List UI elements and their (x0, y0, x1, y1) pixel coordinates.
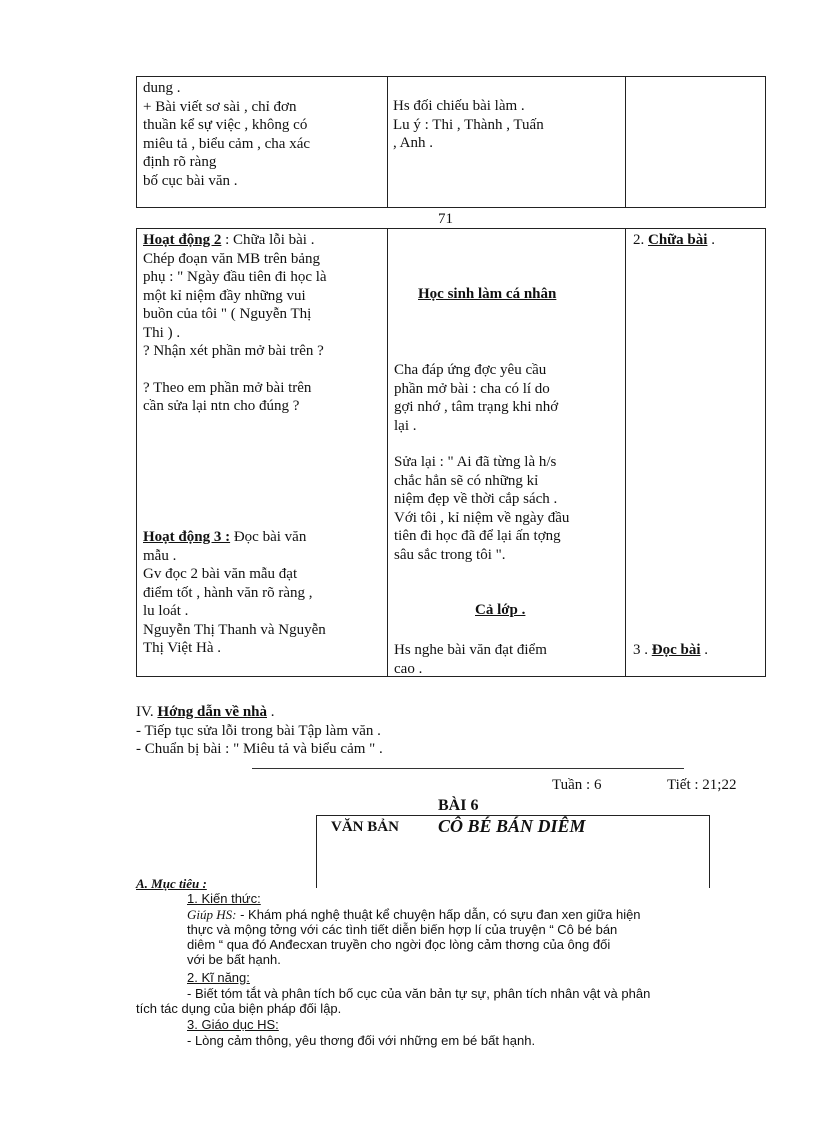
table-top-col2 (393, 97, 621, 153)
knowledge-title: 1. Kiến thức: (187, 891, 261, 906)
activity-3 (143, 528, 385, 547)
skills-line: tích tác dụng của biện pháp đối lập. (136, 1001, 342, 1016)
text-line: ? Theo em phần mở bài trên (143, 379, 312, 396)
text-line: gợi nhớ , tâm trạng khi nhớ (394, 399, 559, 415)
table-main-col1-lower (143, 528, 385, 658)
period-label: Tiết : 21;22 (667, 777, 737, 793)
separator-line (252, 768, 684, 769)
step-3-tail: . (700, 642, 708, 658)
knowledge-line: thực và mộng tởng với các tình tiết diễn biến hợp lí của truyện “ Cô bé bán (187, 922, 618, 937)
heading-individual-work: Học sinh làm cá nhân (418, 286, 557, 302)
text-line: miêu tả , biểu cảm , cha xác (143, 135, 311, 152)
step-3 (633, 641, 708, 660)
activity-3-label: Hoạt động 3 : (143, 529, 231, 545)
step-3-num: 3 . (633, 642, 652, 658)
heading-whole-class: Cả lớp . (475, 602, 526, 618)
table-top-divider-1 (387, 76, 388, 208)
objectives-heading: A. Mục tiêu : (136, 876, 207, 891)
text-line: cần sửa lại ntn cho đúng ? (143, 398, 300, 414)
skills-block (136, 986, 760, 1016)
text-line: + Bài viết sơ sài , chỉ đơn (143, 98, 297, 115)
text-line: Lu ý : Thi , Thành , Tuấn (393, 116, 544, 133)
table-top-divider-2 (625, 76, 626, 208)
step-2-num: 2. (633, 232, 648, 248)
text-line: Với tôi , kỉ niệm về ngày đầu (394, 509, 570, 526)
table-main-col1 (143, 231, 385, 416)
step-2 (633, 231, 715, 250)
knowledge-line: - Khám phá nghệ thuật kể chuyện hấp dẫn, có sựu đan xen giữa hiện (236, 907, 641, 922)
text-line: Nguyễn Thị Thanh và Nguyễn (143, 621, 326, 638)
text-line: Thị Việt Hà . (143, 640, 221, 656)
table-main-col2-a (394, 361, 622, 564)
activity-2 (143, 231, 385, 250)
step-2-tail: . (707, 232, 715, 248)
lesson-type: VĂN BẢN (331, 819, 399, 835)
text-line: dung . (143, 80, 181, 96)
knowledge-intro: Giúp HS: (187, 907, 237, 922)
text-line: sâu sắc trong tôi ". (394, 546, 506, 563)
text-line: bố cục bài văn . (143, 172, 238, 189)
education-block (187, 1033, 757, 1048)
text-line: Hs đối chiếu bài làm . (393, 98, 525, 114)
knowledge-block (136, 907, 760, 967)
text-line: Sửa lại : " Ai đã từng là h/s (394, 454, 557, 470)
text-line: , Anh . (393, 135, 434, 151)
education-title: 3. Giáo dục HS: (187, 1017, 279, 1032)
page-number: 71 (438, 211, 453, 227)
text-line: Gv đọc 2 bài văn mẫu đạt (143, 566, 298, 582)
activity-2-label: Hoạt động 2 (143, 232, 222, 248)
homework-line: - Tiếp tục sửa lỗi trong bài Tập làm văn . (136, 722, 381, 739)
activity-3-text: Đọc bài văn (230, 529, 307, 545)
table-main-col2-c (394, 641, 622, 678)
text-line: điểm tốt , hành văn rõ ràng , (143, 584, 313, 601)
text-line: định rõ ràng (143, 154, 217, 170)
text-line: Cha đáp ứng đợc yêu cầu (394, 362, 547, 378)
homework-section (136, 703, 736, 759)
text-line: tiên đi học đã để lại ấn tợng (394, 528, 561, 544)
text-line: Chép đoạn văn MB trên bảng (143, 250, 321, 267)
skills-title: 2. Kĩ năng: (187, 970, 250, 985)
text-line: buồn của tôi " ( Nguyễn Thị (143, 306, 312, 322)
table-main-divider-1 (387, 228, 388, 677)
lesson-number: BÀI 6 (438, 797, 479, 814)
step-2-label: Chữa bài (648, 232, 708, 248)
text-line: lại . (394, 417, 417, 434)
lesson-title: CÔ BÉ BÁN DIÊM (438, 816, 586, 836)
homework-line: - Chuẩn bị bài : " Miêu tả và biểu cảm " . (136, 741, 383, 757)
text-line: Thi ) . (143, 324, 181, 341)
homework-num: IV. (136, 704, 158, 720)
text-line: Hs nghe bài văn đạt điểm (394, 642, 547, 658)
homework-heading (136, 703, 736, 722)
knowledge-line: với be bất hạnh. (187, 952, 281, 967)
table-top-col1 (143, 79, 383, 190)
text-line: cao . (394, 660, 423, 677)
knowledge-line: diêm “ qua đó Anđecxan truyền cho ngời đọc lòng cảm thơng của ông đối (187, 937, 611, 952)
activity-2-text: : Chữa lỗi bài . (221, 232, 315, 248)
homework-title: Hớng dẫn về nhà (157, 704, 267, 720)
education-line: - Lòng cảm thông, yêu thơng đối với những em bé bất hạnh. (187, 1033, 536, 1048)
text-line: thuần kể sự việc , không có (143, 117, 308, 133)
step-3-label: Đọc bài (651, 642, 701, 658)
text-line: mẫu . (143, 547, 177, 564)
text-line: niệm đẹp về thời cắp sách . (394, 491, 558, 507)
text-line: chắc hẳn sẽ có những kỉ (394, 472, 539, 489)
text-line: ? Nhận xét phần mở bài trên ? (143, 343, 324, 359)
table-main-divider-2 (625, 228, 626, 677)
text-line: phần mở bài : cha có lí do (394, 380, 550, 397)
week-label: Tuần : 6 (552, 777, 602, 793)
homework-tail: . (267, 704, 275, 720)
text-line: một kỉ niệm đầy những vui (143, 287, 306, 304)
text-line: phụ : " Ngày đầu tiên đi học là (143, 269, 327, 285)
skills-line: - Biết tóm tắt và phân tích bố cục của văn bản tự sự, phân tích nhân vật và phân (187, 986, 651, 1001)
text-line: lu loát . (143, 603, 189, 619)
